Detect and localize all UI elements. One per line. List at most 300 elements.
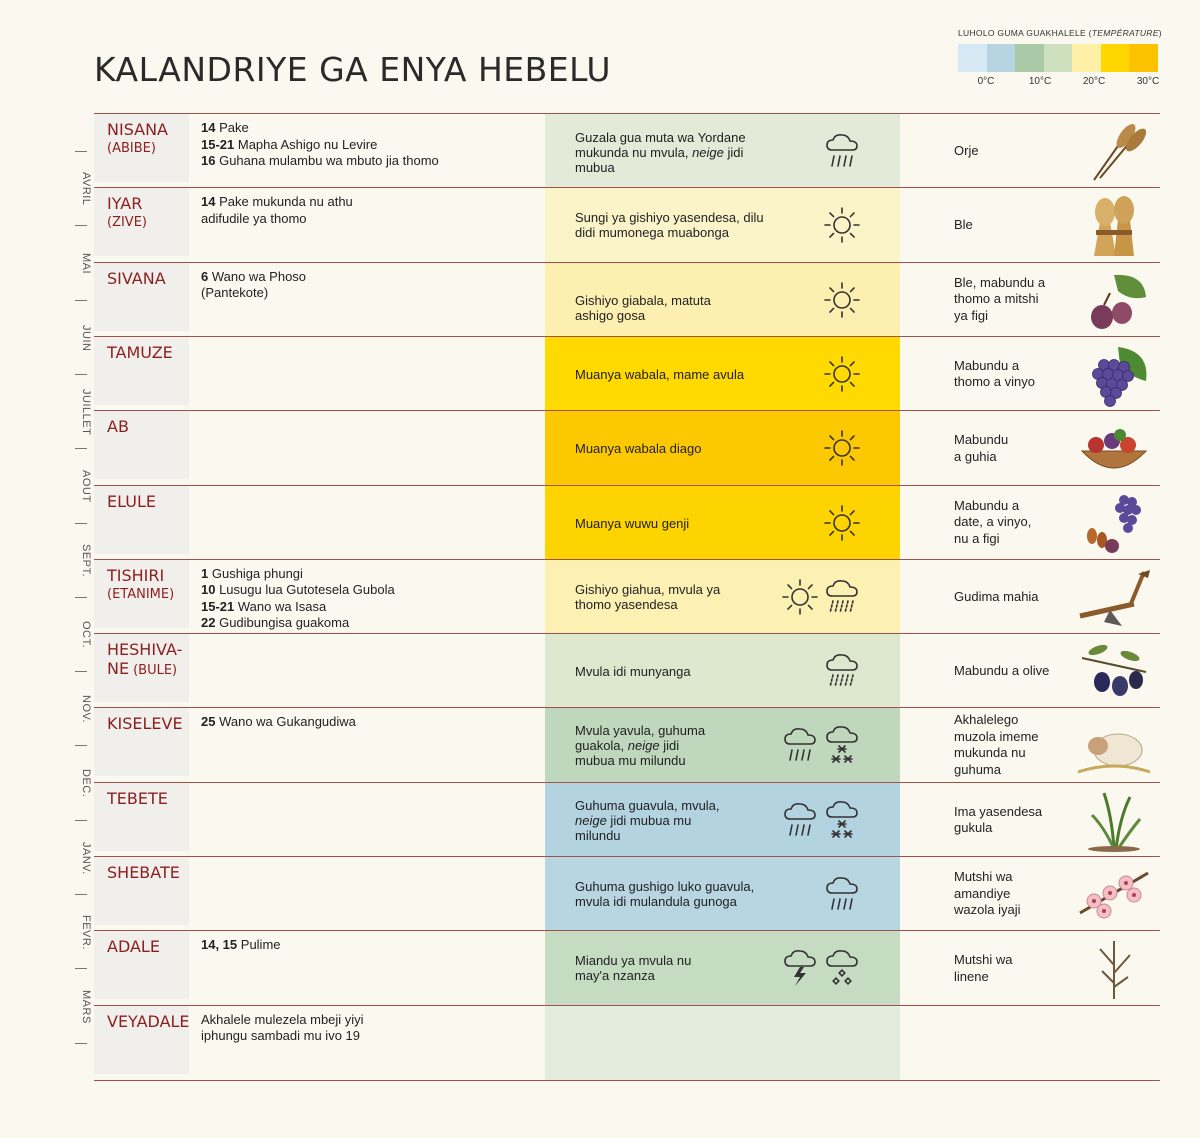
festival-events (201, 269, 531, 302)
weather-text-segment: thomo yasendesa (575, 596, 678, 612)
crop-line: Gudima mahia (954, 588, 1039, 604)
crop-description (954, 804, 1074, 837)
hail-cloud-icon (824, 948, 860, 988)
fruit-basket-icon (1074, 415, 1154, 481)
weather-text-segment: Gishiyo giahua, mvula ya (575, 581, 721, 597)
event-line (201, 285, 531, 302)
month-cell (94, 486, 189, 554)
side-tick (75, 448, 87, 449)
weather-text-segment: guakola, (575, 738, 628, 754)
crop-line: Mabundu (954, 432, 1009, 448)
event-date: 14, 15 (201, 937, 238, 953)
weather-text-segment: jidi (723, 145, 744, 160)
crop-line: Akhalelego (954, 712, 1019, 728)
crop-line: Ima yasendesa (954, 803, 1043, 819)
side-tick (75, 374, 87, 375)
side-tick (75, 745, 87, 746)
crop-line: ya figi (954, 307, 988, 323)
festival-events (201, 1012, 531, 1045)
side-tick (75, 968, 87, 969)
month-row (94, 336, 1160, 411)
month-name-text: NE (107, 659, 130, 679)
side-month-label: AVRIL (80, 172, 92, 206)
sun-icon (782, 579, 818, 615)
weather-icons (782, 560, 860, 634)
snow-cloud-icon (824, 799, 860, 841)
sun-icon (824, 356, 860, 392)
crop-description (954, 217, 1074, 234)
weather-line (575, 308, 785, 323)
month-alt-name: (ZIVE) (107, 215, 147, 231)
crop-illustration (1074, 787, 1154, 853)
crop-description (954, 143, 1074, 160)
weather-description (575, 664, 785, 679)
side-tick (75, 151, 87, 152)
side-tick (75, 225, 87, 226)
event-date: 15-21 (201, 598, 235, 614)
event-text: iphungu sambadi mu ivo 19 (201, 1028, 360, 1044)
weather-icons (824, 634, 860, 708)
weather-icons (824, 857, 860, 931)
event-date: 14 (201, 120, 216, 135)
hebrew-month-name (107, 194, 147, 232)
event-text: Guhana mulambu wa mbuto jia thomo (215, 153, 439, 168)
event-line (201, 153, 531, 170)
plow-icon (1074, 564, 1154, 630)
event-text: Pake mukunda nu athu (215, 194, 353, 210)
temperature-legend (958, 28, 1162, 90)
hebrew-month-name (107, 937, 160, 956)
weather-text-segment: mukunda nu mvula, (575, 145, 693, 160)
crop-line: thomo a mitshi (954, 291, 1039, 307)
page-title: KALANDRIYE GA ENYA HEBELU (94, 50, 611, 89)
weather-text-segment: Muanya wabala diago (575, 441, 702, 457)
month-cell (94, 337, 189, 405)
hebrew-month-name (107, 269, 166, 288)
event-line (201, 566, 531, 583)
event-text: Wano wa Gukangudiwa (215, 714, 356, 730)
event-date: 10 (201, 582, 216, 598)
weather-cell (545, 634, 900, 709)
crop-description (954, 432, 1074, 465)
weather-text-segment: Guhuma gushigo luko guavula, (575, 879, 755, 894)
weather-cell (545, 337, 900, 412)
month-row (94, 930, 1160, 1005)
month-alt-name: (BULE) (133, 663, 178, 679)
weather-icons (824, 486, 860, 560)
crop-description (954, 712, 1074, 778)
sheep-icon (1074, 712, 1154, 778)
crop-illustration (1074, 490, 1154, 556)
month-cell (94, 634, 189, 702)
weather-icons (782, 708, 860, 782)
drizzle-cloud-icon (824, 652, 860, 690)
month-row (94, 485, 1160, 560)
side-month-label: FEVR. (80, 914, 92, 950)
crop-illustration (1074, 564, 1154, 630)
weather-description (575, 210, 785, 240)
month-name-text: TAMUZE (107, 342, 173, 362)
hebrew-month-name (107, 863, 180, 882)
event-line (201, 714, 531, 731)
legend-tick-label: 20°C (1082, 76, 1106, 87)
crop-description (954, 498, 1074, 548)
crop-illustration (1074, 267, 1154, 333)
event-line (201, 1012, 531, 1029)
event-line (201, 937, 531, 954)
weather-text-segment: mvula idi mulandula gunoga (575, 894, 737, 909)
festival-events (201, 194, 531, 227)
weather-text-segment: may'a nzanza (575, 968, 655, 984)
side-tick (75, 894, 87, 895)
crop-line: wazola iyaji (954, 902, 1021, 917)
side-month-label: OCT. (80, 621, 92, 649)
weather-cell (545, 114, 900, 189)
event-text: Wano wa Phoso (208, 268, 307, 284)
weather-description (575, 293, 785, 323)
weather-text-segment: Miandu ya mvula nu (575, 953, 692, 969)
event-date: 15-21 (201, 136, 235, 152)
legend-title: LUHOLO GUMA GUAKHALELE (TEMPÉRATURE) (958, 28, 1162, 38)
event-line (201, 582, 531, 599)
sprout-icon (1074, 787, 1154, 853)
legend-swatch (1101, 44, 1130, 72)
month-name-text: SHEBATE (107, 863, 180, 882)
crop-line: Mabundu a olive (954, 663, 1050, 679)
event-line (201, 211, 531, 228)
month-row (94, 856, 1160, 931)
side-tick (75, 671, 87, 672)
event-date: 22 (201, 615, 216, 631)
month-name-text: TEBETE (107, 788, 168, 808)
month-cell (94, 188, 189, 256)
crop-illustration (1074, 638, 1154, 704)
legend-swatch (958, 44, 987, 72)
event-line (201, 599, 531, 616)
side-month-label: MARS (80, 989, 92, 1024)
weather-text-segment: Guzala gua muta wa Yordane (575, 130, 746, 145)
weather-icons (824, 263, 860, 337)
weather-description (575, 516, 785, 531)
weather-description (575, 953, 785, 983)
weather-icons (824, 411, 860, 485)
month-name-text: HESHIVA- (107, 640, 183, 660)
crop-description (954, 358, 1074, 391)
almond-blossom-icon (1074, 861, 1154, 927)
event-date: 6 (201, 268, 209, 284)
month-name-text: NISANA (107, 120, 168, 139)
month-row (94, 633, 1160, 708)
weather-text-segment: Muanya wabala, mame avula (575, 366, 745, 382)
legend-color-scale (958, 44, 1158, 72)
weather-line (575, 968, 785, 983)
weather-line (575, 953, 785, 968)
crop-description (954, 663, 1074, 680)
sun-icon (824, 430, 860, 466)
flax-icon (1074, 935, 1154, 1001)
weather-line (575, 753, 785, 768)
weather-line (575, 664, 785, 679)
side-month-label: JUILLET (80, 388, 92, 436)
event-line (201, 615, 531, 632)
festival-events (201, 120, 531, 170)
crop-illustration (1074, 861, 1154, 927)
weather-icons (824, 337, 860, 411)
festival-events (201, 566, 531, 632)
month-cell (94, 1006, 189, 1074)
hebrew-month-name (107, 714, 183, 733)
weather-cell (545, 411, 900, 486)
weather-cell (545, 486, 900, 561)
month-row (94, 559, 1160, 634)
weather-cell (545, 857, 900, 932)
event-line (201, 137, 531, 154)
hebrew-month-name (107, 492, 156, 511)
event-text: Lusugu lua Gutotesela Gubola (215, 582, 395, 598)
weather-text-segment: neige (627, 738, 660, 754)
month-name-text: VEYADALE (107, 1011, 190, 1031)
crop-line: nu a figi (954, 530, 1000, 546)
legend-swatch (1015, 44, 1044, 72)
olive-icon (1074, 638, 1154, 704)
snow-cloud-icon (824, 724, 860, 766)
weather-cell (545, 1006, 900, 1080)
month-cell (94, 263, 189, 331)
crop-description (954, 589, 1074, 606)
crop-line: Orje (954, 143, 979, 158)
weather-line (575, 367, 785, 382)
event-text: Pake (215, 120, 249, 135)
weather-icons (824, 188, 860, 262)
rain-cloud-icon (824, 132, 860, 170)
sun-icon (824, 207, 860, 243)
weather-cell (545, 188, 900, 263)
sun-icon (824, 505, 860, 541)
grapes-icon (1074, 341, 1154, 407)
rain-cloud-icon (824, 875, 860, 913)
event-date: 1 (201, 565, 209, 581)
month-row (94, 113, 1160, 188)
event-text: Gushiga phungi (208, 565, 303, 581)
crop-line: mukunda nu (954, 745, 1026, 761)
side-tick (75, 820, 87, 821)
weather-description (575, 441, 785, 456)
month-row (94, 187, 1160, 262)
side-month-label: DEC. (80, 769, 92, 798)
legend-swatch (987, 44, 1016, 72)
crop-line: gukula (954, 820, 993, 836)
drizzle-cloud-icon (824, 578, 860, 616)
weather-text-segment: neige (575, 812, 607, 828)
legend-ticks (958, 76, 1158, 90)
weather-icons (824, 114, 860, 188)
side-tick (75, 300, 87, 301)
side-month-label: SEPT. (80, 544, 92, 578)
weather-icons (782, 783, 860, 857)
weather-text-segment: Guhuma guavula, mvula, (575, 797, 720, 813)
gregorian-month-axis (70, 113, 92, 1053)
crop-description (954, 275, 1074, 325)
legend-swatch (1129, 44, 1158, 72)
sun-icon (824, 282, 860, 318)
weather-line (575, 894, 785, 909)
event-text: Akhalele mulezela mbeji yiyi (201, 1011, 364, 1027)
month-row (94, 1005, 1160, 1081)
month-row (94, 707, 1160, 782)
crop-description (954, 869, 1074, 919)
festival-events (201, 937, 531, 954)
crop-line: date, a vinyo, (954, 514, 1032, 529)
weather-line (575, 293, 785, 308)
event-text: adifudile ya thomo (201, 210, 307, 226)
weather-line (575, 441, 785, 456)
month-alt-name: (ABIBE) (107, 141, 156, 156)
weather-description (575, 723, 785, 768)
weather-description (575, 582, 785, 612)
hebrew-month-name (107, 566, 174, 604)
weather-cell (545, 783, 900, 858)
weather-text-segment: Muanya wuwu genji (575, 515, 690, 531)
weather-line (575, 210, 785, 225)
crop-illustration (1074, 192, 1154, 258)
barley-icon (1074, 118, 1154, 184)
weather-text-segment: milundu (575, 827, 621, 843)
crop-illustration (1074, 935, 1154, 1001)
weather-line (575, 130, 785, 145)
weather-description (575, 879, 785, 909)
crop-line: Mutshi wa (954, 869, 1013, 884)
crop-illustration (1074, 415, 1154, 481)
weather-line (575, 879, 785, 894)
month-row (94, 262, 1160, 337)
weather-line (575, 597, 785, 612)
side-tick (75, 597, 87, 598)
month-cell (94, 560, 189, 628)
month-name-text: IYAR (107, 194, 143, 214)
weather-description (575, 367, 785, 382)
legend-tick-label: 30°C (1136, 76, 1160, 87)
wheat-sheaf-icon (1074, 192, 1154, 258)
side-month-label: MAI (80, 252, 92, 274)
month-cell (94, 857, 189, 925)
weather-line (575, 813, 785, 828)
event-line (201, 269, 531, 286)
fig-icon (1074, 267, 1154, 333)
weather-cell (545, 263, 900, 338)
weather-line (575, 160, 785, 175)
weather-text-segment: didi mumonega muabonga (575, 225, 729, 241)
weather-icons (782, 931, 860, 1005)
weather-cell (545, 560, 900, 635)
crop-illustration (1074, 118, 1154, 184)
crop-line: linene (954, 968, 989, 984)
month-cell (94, 931, 189, 999)
event-text: (Pantekote) (201, 285, 269, 301)
month-row (94, 782, 1160, 857)
event-date: 14 (201, 194, 216, 210)
hebrew-month-name (107, 120, 168, 158)
legend-swatch (1044, 44, 1073, 72)
month-name-text: ELULE (107, 491, 156, 511)
event-text: Gudibungisa guakoma (215, 615, 350, 631)
legend-tick-label: 10°C (1028, 76, 1052, 87)
crop-line: Ble (954, 217, 973, 233)
weather-cell (545, 931, 900, 1006)
side-tick (75, 523, 87, 524)
dates-grapes-icon (1074, 490, 1154, 556)
crop-line: thomo a vinyo (954, 374, 1035, 390)
legend-tick-label: 0°C (977, 76, 995, 87)
crop-illustration (1074, 341, 1154, 407)
hebrew-month-name (107, 417, 129, 436)
weather-text-segment: jidi (659, 738, 680, 754)
event-date: 25 (201, 714, 216, 730)
month-cell (94, 708, 189, 776)
weather-line (575, 798, 785, 813)
weather-line (575, 828, 785, 843)
event-line (201, 120, 531, 137)
weather-text-segment: jidi mubua mu (606, 812, 692, 828)
rain-cloud-icon (782, 801, 818, 839)
weather-text-segment: ashigo gosa (575, 307, 646, 323)
hebrew-month-name (107, 640, 182, 680)
side-tick (75, 1043, 87, 1044)
side-month-label: AOUT (80, 470, 92, 503)
crop-illustration (1074, 712, 1154, 778)
festival-events (201, 714, 531, 731)
side-month-label: NOV. (80, 695, 92, 724)
weather-line (575, 723, 785, 738)
crop-line: Mutshi wa (954, 952, 1013, 968)
event-text: Mapha Ashigo nu Levire (234, 136, 378, 152)
hebrew-month-name (107, 343, 173, 362)
weather-line (575, 516, 785, 531)
weather-text-segment: Sungi ya gishiyo yasendesa, dilu (575, 210, 764, 226)
side-month-label: JANV. (80, 841, 92, 875)
legend-swatch (1072, 44, 1101, 72)
month-name-text: TISHIRI (107, 565, 165, 585)
weather-line (575, 738, 785, 753)
weather-line (575, 225, 785, 240)
hebrew-month-name (107, 1012, 190, 1031)
crop-line: Mabundu a (954, 497, 1020, 513)
event-text: Wano wa Isasa (234, 598, 327, 614)
crop-line: amandiye (954, 885, 1011, 901)
weather-description (575, 798, 785, 843)
month-name-text: AB (107, 417, 129, 437)
event-line (201, 1028, 531, 1045)
month-row (94, 410, 1160, 485)
weather-text-segment: Mvula yavula, guhuma (575, 723, 706, 739)
month-cell (94, 114, 189, 182)
hebrew-month-name (107, 789, 168, 808)
weather-text-segment: mubua (575, 160, 615, 175)
crop-description (954, 952, 1074, 985)
side-month-label: JUIN (80, 324, 92, 351)
month-name-text: KISELEVE (107, 714, 183, 734)
weather-cell (545, 708, 900, 783)
crop-line: Ble, mabundu a (954, 274, 1046, 290)
month-cell (94, 783, 189, 851)
crop-line: Mabundu a (954, 357, 1020, 373)
event-line (201, 194, 531, 211)
weather-text-segment: Mvula idi munyanga (575, 664, 691, 680)
month-name-text: ADALE (107, 937, 160, 957)
weather-line (575, 145, 785, 160)
crop-line: guhuma (954, 761, 1001, 777)
weather-text-segment: mubua mu milundu (575, 753, 686, 769)
weather-text-segment: neige (692, 145, 724, 160)
